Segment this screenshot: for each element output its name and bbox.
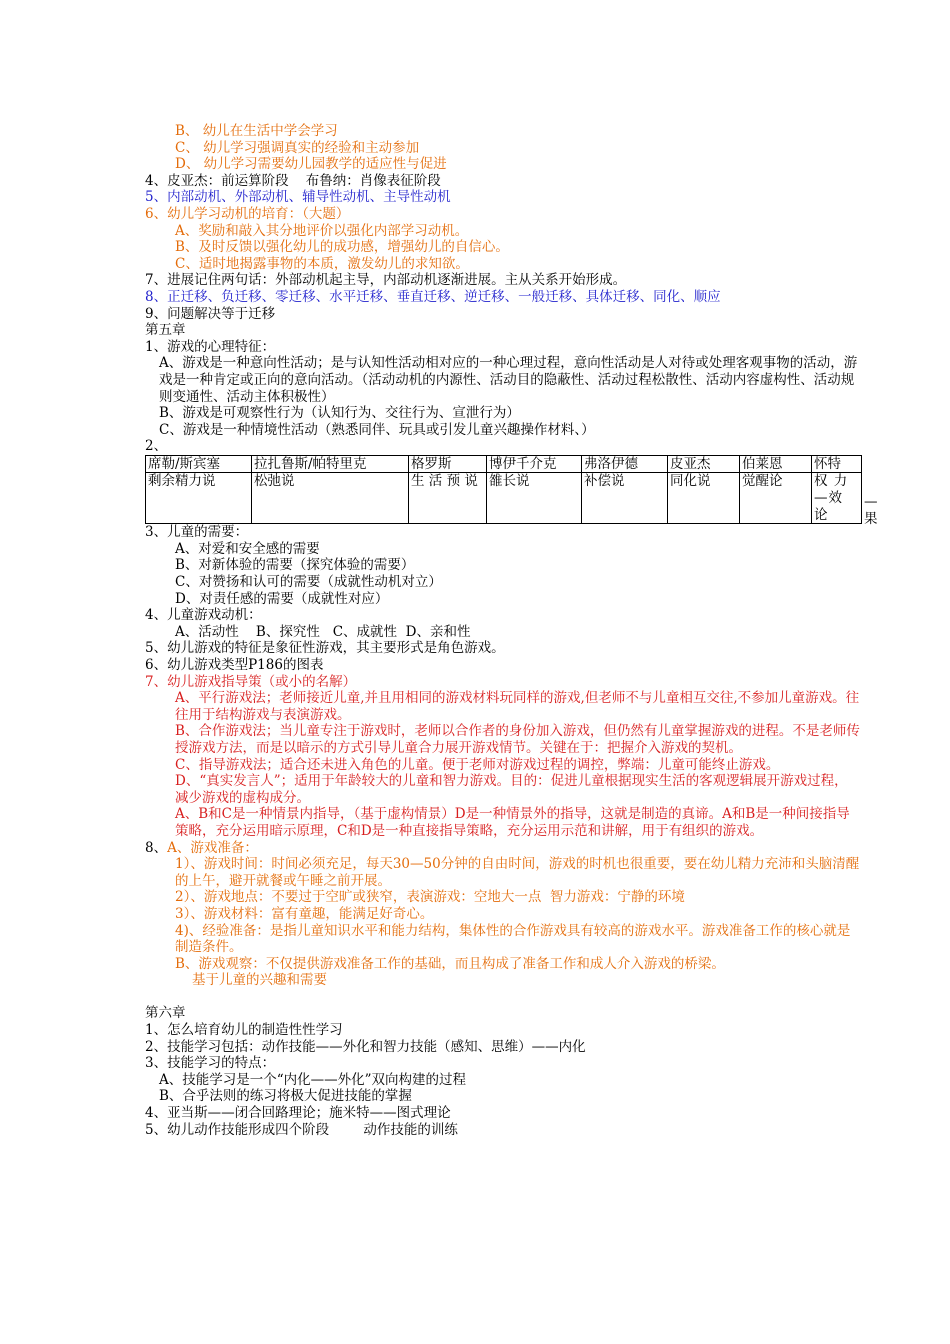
list-item: 1）、游戏时间：时间必须充足，每天30—50分钟的自由时间，游戏的时机也很重要，要在幼儿精力充沛和头脑清醒的上午，避开就餐或午睡之前开展。 [175,856,860,889]
item-number: 8、 [145,839,168,856]
table-cell: 觉醒论 [740,473,812,524]
list-item: 3、技能学习的特点： [145,1055,276,1072]
list-item: C、适时地揭露事物的本质，激发幼儿的求知欲。 [175,255,469,272]
list-item: 4)、经验准备：是指儿童知识水平和能力结构，集体性的合作游戏具有较高的游戏水平。游戏准备工作的核心就是制造条件。 [175,922,851,956]
list-item: 3、儿童的需要： [145,524,249,541]
table-cell: 权 力 —效 论 [812,473,862,524]
list-item: 4、亚当斯——闭合回路理论；施米特——图式理论 [145,1105,451,1122]
list-item: C、 幼儿学习强调真实的经验和主动参加 [175,139,420,156]
table-header-cell: 伯莱恩 [740,455,812,473]
table-cell: 松弛说 [252,473,409,524]
list-item: 7、幼儿游戏指导策（或小的名解） [145,673,357,690]
list-item: 5、内部动机、外部动机、辅导性动机、主导性动机 [145,189,451,206]
list-item: 第六章 [145,1005,186,1022]
table-cell: 生 活 预 说 [409,473,487,524]
table-row [146,473,862,524]
list-item: 5、幼儿游戏的特征是象征性游戏，其主要形式是角色游戏。 [145,640,505,657]
list-item: 1、怎么培育幼儿的制造性性学习 [145,1022,343,1039]
list-item: B、及时反馈以强化幼儿的成功感，增强幼儿的自信心。 [175,239,509,256]
list-item: A、游戏是一种意向性活动；是与认知性活动相对应的一种心理过程，意向性活动是人对待或处理客观事物的活动，游戏是一种肯定或正向的意向活动。（活动动机的内源性、活动目的隐蔽性、活动过程松散性、活动内容虚构性、活动规则变通性、活动主体积极性） [159,355,858,405]
list-item: A、活动性 B、探究性 C、成就性 D、亲和性 [175,623,471,640]
list-item: B、游戏是可观察性行为（认知行为、交往行为、宣泄行为） [159,405,520,422]
table-cell: 同化说 [668,473,740,524]
list-item: A、奖励和敲入其分地评价以强化内部学习动机。 [175,222,469,239]
list-item: C、对赞扬和认可的需要（成就性动机对立） [175,574,442,591]
list-item: D、“真实发言人”；适用于年龄较大的儿童和智力游戏。目的：促进儿童根据现实生活的客观逻辑展开游戏过程，减少游戏的虚构成分。 [175,773,848,806]
list-item: B、 幼儿在生活中学会学习 [175,123,338,139]
list-item: 第五章 [145,322,186,339]
list-item: B、对新体验的需要（探究体验的需要） [175,557,415,574]
list-item: C、游戏是一种情境性活动（熟悉同伴、玩具或引发儿童兴趣操作材料、） [159,421,595,438]
item-text: A、游戏准备： [167,839,258,856]
list-item: 2、技能学习包括：动作技能——外化和智力技能（感知、思维）——内化 [145,1038,586,1055]
list-item: 5、幼儿动作技能形成四个阶段 动作技能的训练 [145,1121,458,1138]
list-item [145,840,861,857]
table-header-cell: 怀特 [812,455,862,473]
list-item: C、指导游戏法；适合还未进入角色的儿童。便于老师对游戏过程的调控，弊端：儿童可能终止游戏。 [175,756,780,773]
list-item: 9、问题解决等于迁移 [145,305,276,322]
list-item: 2、 [145,438,168,455]
list-item: D、对责任感的需要（成就性对应） [175,590,389,607]
section-learning-motivation [145,123,861,455]
list-item: 6、幼儿学习动机的培育：（大题） [145,205,350,222]
list-item: B、游戏观察：不仅提供游戏准备工作的基础，而且构成了准备工作和成人介入游戏的桥梁。 [175,955,725,972]
section-chapter-six [145,1005,861,1138]
table-header-cell: 博伊千介克 [487,455,582,473]
table-cell: 补偿说 [582,473,668,524]
table-cell: 剩余精力说 [146,473,252,524]
table-row [146,455,862,473]
list-item: 基于儿童的兴趣和需要 [192,972,327,989]
list-item: B、合作游戏法；当儿童专注于游戏时，老师以合作者的身份加入游戏，但仍然有儿童掌握游戏的进程。不是老师传授游戏方法，而是以暗示的方式引导儿童合力展开游戏情节。关键在于：把握介入游戏的契机。 [175,723,860,756]
list-item: A、B和C是一种情景内指导，（基于虚构情景）D是一种情景外的指导，这就是制造的真谛。A和B是一种间接指导策略，充分运用暗示原理，C和D是一种直接指导策略，充分运用示范和讲解，用于有组织的游戏。 [175,806,850,839]
table-cell: 雒长说 [487,473,582,524]
list-item: 3）、游戏材料：富有童趣，能满足好奇心。 [175,905,434,922]
section-game-guidance [145,524,861,989]
game-theory-table [145,455,862,524]
list-item: D、 幼儿学习需要幼儿园教学的适应性与促进 [175,156,447,173]
list-item: 7、进展记住两句话：外部动机起主导，内部动机逐渐进展。主从关系开始形成。 [145,272,627,289]
table-header-cell: 席勒/斯宾塞 [146,455,252,473]
list-item: 4、儿童游戏动机： [145,607,262,624]
table-header-cell: 拉扎鲁斯/帕特里克 [252,455,409,473]
table-header-cell: 弗洛伊德 [582,455,668,473]
table-header-cell: 皮亚杰 [668,455,740,473]
list-item: A、技能学习是一个“内化——外化”双向构建的过程 [159,1071,467,1088]
list-item: 6、幼儿游戏类型P186的图表 [145,657,324,673]
list-item: 2）、游戏地点：不要过于空旷或狭窄，表演游戏：空地大一点 智力游戏：宁静的环境 [175,889,685,906]
document-body [145,123,861,1138]
list-item: A、对爱和安全感的需要 [175,540,320,557]
list-item: 8、正迁移、负迁移、零迁移、水平迁移、垂直迁移、逆迁移、一般迁移、具体迁移、同化、顺应 [145,288,721,305]
blank-line [145,989,861,1006]
list-item: A、平行游戏法；老师接近儿童,并且用相同的游戏材料玩同样的游戏,但老师不与儿童相互交往,不参加儿童游戏。往往用于结构游戏与表演游戏。 [175,690,860,723]
list-item: 4、皮亚杰：前运算阶段 布鲁纳：肖像表征阶段 [145,172,441,189]
table-overflow-text: — 果 [864,494,878,527]
list-item: B、合乎法则的练习将极大促进技能的掌握 [159,1088,412,1105]
list-item: 1、游戏的心理特征： [145,338,276,355]
table-header-cell: 格罗斯 [409,455,487,473]
